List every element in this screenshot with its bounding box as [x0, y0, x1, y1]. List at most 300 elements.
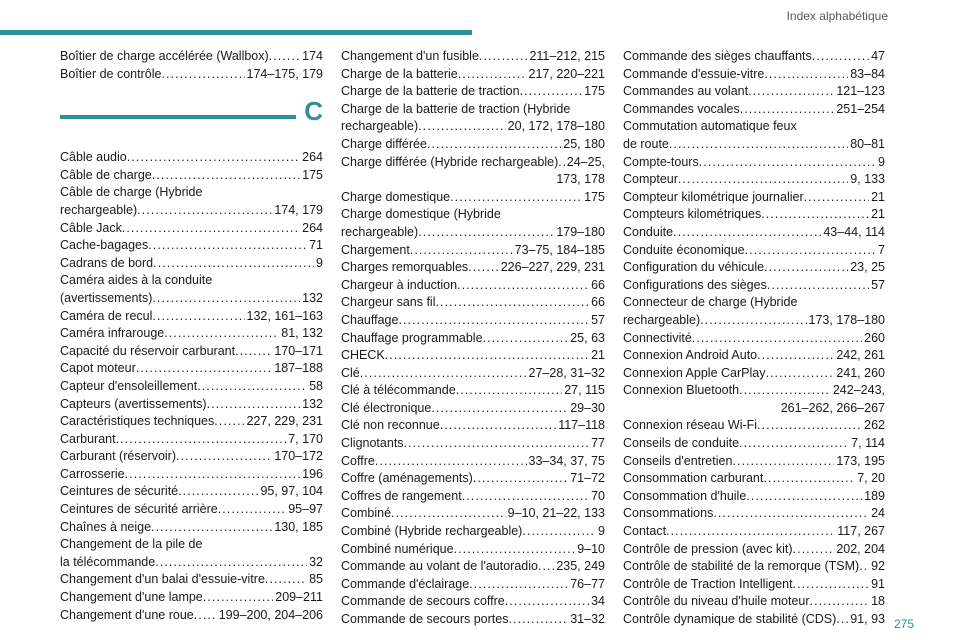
dot-leader: [151, 519, 272, 537]
index-entry-row: [60, 237, 323, 255]
dot-leader: [764, 259, 848, 277]
index-entry-pages: 66: [591, 277, 605, 292]
index-entry-heading: Câble de charge (Hybride: [60, 185, 203, 200]
index-entry-row: [60, 255, 323, 273]
index-entry: [623, 382, 885, 417]
index-entry-row: [341, 347, 605, 365]
index-entry-pages: 47: [871, 49, 885, 63]
dot-leader: [418, 118, 506, 136]
index-entry-term: Carrosserie: [60, 466, 125, 481]
dot-leader: [804, 189, 869, 207]
index-entry-term: la télécommande: [60, 554, 156, 569]
dot-leader: [739, 435, 849, 453]
dot-leader: [431, 400, 568, 418]
index-entry-term: Contrôle du niveau d'huile moteur: [623, 594, 810, 609]
index-entry-pages: 9: [598, 524, 605, 539]
index-entry-heading: Caméra aides à la conduite: [60, 273, 213, 288]
index-entry-row: [623, 488, 885, 506]
dot-leader: [161, 66, 244, 84]
index-list-b-tail: [60, 48, 323, 83]
index-entry-term: Conduite: [623, 224, 674, 239]
index-entry-row: [623, 312, 885, 330]
index-entry-pages: 57: [871, 277, 885, 292]
dot-leader: [522, 523, 596, 541]
index-entry-term: Compteur kilométrique journalier: [623, 189, 804, 204]
index-entry-term: Cadrans de bord: [60, 255, 154, 270]
index-entry-term: rechargeable): [623, 312, 701, 327]
index-entry: [341, 347, 605, 365]
index-entry: [341, 83, 605, 101]
index-entry-row: [623, 189, 885, 207]
index-entry: [623, 541, 885, 559]
index-entry-pages: 32: [309, 554, 323, 569]
dot-leader: [767, 277, 869, 295]
index-entry: [623, 83, 885, 101]
index-entry: [341, 435, 605, 453]
index-entry-pages: 189: [864, 488, 885, 503]
page-header-title: Index alphabétique: [786, 9, 888, 23]
dot-leader: [116, 431, 287, 449]
index-entry-heading: Changement de la pile de: [60, 537, 203, 552]
index-entry-row: [341, 523, 605, 541]
index-entry-term: Ceintures de sécurité arrière: [60, 502, 218, 517]
index-entry-row: [341, 505, 605, 523]
index-column-1: [60, 48, 323, 624]
index-entry: [60, 483, 323, 501]
dot-leader: [678, 171, 848, 189]
index-entry-row: [341, 470, 605, 488]
index-entry-pages: 83–84: [850, 66, 885, 81]
index-entry: [60, 48, 323, 66]
dot-leader: [765, 365, 834, 383]
index-entry: [60, 343, 323, 361]
dot-leader: [456, 382, 563, 400]
index-entry-row: [60, 413, 323, 431]
index-entry-pages: 20, 172, 178–180: [507, 119, 605, 134]
index-entry-heading: Charge domestique (Hybride: [341, 207, 501, 222]
index-entry-pages: 9, 133: [850, 172, 885, 187]
index-entry-heading: Commutation automatique feux: [623, 119, 797, 134]
index-entry-term: Contrôle dynamique de stabilité (CDS): [623, 612, 837, 626]
index-entry: [623, 154, 885, 172]
dot-leader: [700, 312, 806, 330]
index-entry-term: Chargeur à induction: [341, 277, 458, 292]
index-entry-pages: 95, 97, 104: [260, 484, 323, 499]
index-entry-term: Boîtier de charge accélérée (Wallbox): [60, 49, 269, 63]
index-entry-term: Coffres de rangement: [341, 488, 462, 503]
index-entry: [341, 611, 605, 629]
index-entry: [60, 466, 323, 484]
index-entry-row: [623, 224, 885, 242]
index-entry-term: Clé non reconnue: [341, 418, 440, 433]
dot-leader: [746, 488, 862, 506]
index-entry-row: [341, 294, 605, 312]
index-entry-term: Capteurs (avertissements): [60, 396, 207, 411]
dot-leader: [457, 277, 589, 295]
dot-leader: [757, 417, 862, 435]
index-entry-pages: 175: [302, 167, 323, 182]
index-entry-pages: 174–175, 179: [246, 66, 323, 81]
index-entry-pages: 76–77: [570, 576, 605, 591]
index-entry-pages: 9: [316, 255, 323, 270]
index-column-2: [341, 48, 605, 629]
dot-leader: [757, 347, 834, 365]
dot-leader: [462, 488, 589, 506]
index-entry: [60, 167, 323, 185]
index-entry: [341, 206, 605, 241]
index-entry: [341, 259, 605, 277]
index-entry-term: Charge de la batterie: [341, 66, 458, 81]
index-entry: [60, 413, 323, 431]
index-entry-term: Coffre (aménagements): [341, 471, 473, 486]
index-entry-pages: 7, 20: [857, 471, 885, 486]
index-entry-row: [623, 576, 885, 594]
index-entry-term: Commande d'essuie-vitre: [623, 66, 765, 81]
index-entry: [60, 360, 323, 378]
dot-leader: [148, 237, 307, 255]
index-entry-term: Charge de la batterie de traction: [341, 84, 520, 99]
dot-leader: [763, 470, 855, 488]
dot-leader: [836, 611, 848, 629]
index-entry: [60, 325, 323, 343]
index-entry-pages: 227, 229, 231: [246, 414, 323, 429]
index-entry-pages: 174: [302, 49, 323, 63]
dot-leader: [458, 66, 527, 84]
index-entry: [60, 519, 323, 537]
index-entry: [341, 277, 605, 295]
index-entry-row: [623, 136, 885, 154]
index-entry-heading: Connecteur de charge (Hybride: [623, 295, 798, 310]
dot-leader: [194, 607, 217, 625]
index-entry-row: [623, 66, 885, 84]
index-entry: [623, 171, 885, 189]
index-entry-pages: 21: [591, 348, 605, 363]
dot-leader: [793, 541, 835, 559]
index-entry: [341, 453, 605, 471]
index-entry: [623, 611, 885, 629]
index-entry: [623, 576, 885, 594]
index-entry-pages: 92: [871, 559, 885, 574]
index-entry: [623, 66, 885, 84]
index-entry: [623, 242, 885, 260]
dot-leader: [666, 523, 835, 541]
index-entry-term: Charges remorquables: [341, 260, 469, 275]
index-entry-row: [60, 571, 323, 589]
index-entry: [623, 558, 885, 576]
index-entry-row: [341, 382, 605, 400]
dot-leader: [269, 48, 300, 66]
dot-leader: [505, 593, 589, 611]
index-entry-row: [341, 400, 605, 418]
index-entry-row: [60, 554, 323, 572]
index-entry-pages: 7, 170: [288, 431, 323, 446]
index-entry-term: Caméra de recul: [60, 308, 153, 323]
index-entry-term: rechargeable): [60, 202, 138, 217]
index-entry-row: [60, 202, 323, 220]
index-entry-term: rechargeable): [341, 119, 419, 134]
index-entry-pages: 71: [309, 238, 323, 253]
index-entry: [60, 237, 323, 255]
index-entry-pages: 170–171: [274, 343, 323, 358]
dot-leader: [122, 220, 300, 238]
index-entry-pages: 9–10, 21–22, 133: [507, 506, 605, 521]
index-entry-row: [623, 242, 885, 260]
index-entry-row: [623, 171, 885, 189]
index-entry: [341, 523, 605, 541]
dot-leader: [538, 558, 554, 576]
index-entry-pages: 241, 260: [836, 365, 885, 380]
index-entry-pages: 9–10: [577, 541, 605, 556]
index-entry-pages: 217, 220–221: [528, 66, 605, 81]
index-entry-term: CHECK: [341, 348, 385, 363]
index-entry-term: Compteur: [623, 172, 678, 187]
dot-leader: [520, 83, 583, 101]
index-entry-pages: 242, 261: [836, 348, 885, 363]
index-entry-term: Carburant: [60, 431, 116, 446]
index-entry-pages: 70: [591, 488, 605, 503]
dot-leader: [385, 347, 589, 365]
index-entry: [60, 255, 323, 273]
dot-leader: [812, 48, 869, 66]
index-entry-term: Commande au volant de l'autoradio: [341, 559, 538, 574]
dot-leader: [176, 448, 272, 466]
index-entry: [623, 118, 885, 153]
index-entry: [341, 242, 605, 260]
index-entry: [341, 66, 605, 84]
index-entry-term: Conseils de conduite: [623, 436, 740, 451]
index-entry-row: [341, 435, 605, 453]
section-separator: [60, 93, 323, 145]
index-entry-term: Connexion Apple CarPlay: [623, 365, 766, 380]
index-entry-term: Clignotants: [341, 436, 404, 451]
dot-leader: [810, 593, 870, 611]
section-letter: C: [304, 96, 323, 127]
index-entry-row: [341, 242, 605, 260]
index-entry-row: [623, 101, 885, 119]
index-entry: [623, 435, 885, 453]
dot-leader: [152, 308, 244, 326]
index-entry: [60, 536, 323, 571]
index-entry-row: [341, 277, 605, 295]
index-entry-term: Combiné numérique: [341, 541, 454, 556]
index-entry-pages: 117, 267: [837, 524, 885, 539]
index-entry: [60, 149, 323, 167]
index-column-3: [623, 48, 885, 629]
index-entry-pages: 66: [591, 295, 605, 310]
index-entry-term: Conduite économique: [623, 242, 745, 257]
index-entry: [623, 453, 885, 471]
dot-leader: [473, 470, 568, 488]
index-entry-pages: 202, 204: [836, 541, 885, 556]
index-entry-row: [60, 519, 323, 537]
dot-leader: [859, 558, 869, 576]
index-entry-row: [341, 136, 605, 154]
dot-leader: [360, 365, 527, 383]
index-entry-row: [341, 154, 605, 172]
index-entry-pages: 132: [302, 396, 323, 411]
index-entry-row: [60, 396, 323, 414]
dot-leader: [235, 343, 272, 361]
index-entry-term: Capteur d'ensoleillement: [60, 378, 198, 393]
index-entry-row: [341, 365, 605, 383]
index-entry-pages: 173, 178–180: [808, 312, 885, 327]
index-entry-pages: 196: [302, 466, 323, 481]
index-entry-row: [341, 189, 605, 207]
index-entry-pages: 73–75, 184–185: [514, 242, 605, 257]
index-entry: [60, 431, 323, 449]
index-entry: [623, 593, 885, 611]
index-entry-term: Clé électronique: [341, 400, 432, 415]
dot-leader: [454, 541, 576, 559]
index-entry-row: [623, 347, 885, 365]
index-entry: [341, 365, 605, 383]
dot-leader: [468, 259, 499, 277]
index-entry: [60, 378, 323, 396]
dot-leader: [404, 435, 590, 453]
dot-leader: [164, 325, 279, 343]
index-entry-term: Contact: [623, 524, 667, 539]
dot-leader: [375, 453, 527, 471]
index-entry-row: [60, 290, 323, 308]
index-entry-term: Chauffage: [341, 312, 399, 327]
index-entry: [60, 396, 323, 414]
index-entry-row: [623, 453, 885, 471]
dot-leader: [436, 294, 590, 312]
index-entry: [623, 206, 885, 224]
index-entry: [341, 470, 605, 488]
index-entry: [623, 347, 885, 365]
index-entry-pages: 187–188: [274, 361, 323, 376]
index-entry: [623, 330, 885, 348]
index-entry: [623, 417, 885, 435]
index-entry-heading: Charge de la batterie de traction (Hybride: [341, 101, 571, 116]
dot-leader: [748, 83, 834, 101]
index-entry: [341, 417, 605, 435]
index-entry-row: [341, 593, 605, 611]
index-entry-term: Consommation carburant: [623, 471, 764, 486]
dot-leader: [152, 290, 300, 308]
index-entry-term: Boîtier de contrôle: [60, 66, 162, 81]
index-entry: [60, 571, 323, 589]
dot-leader: [136, 360, 273, 378]
dot-leader: [699, 154, 876, 172]
dot-leader: [203, 589, 273, 607]
index-entry: [60, 607, 323, 625]
index-entry: [623, 365, 885, 383]
index-entry-pages: 27–28, 31–32: [528, 365, 605, 380]
index-entry-row: [623, 83, 885, 101]
dot-leader: [214, 413, 244, 431]
index-entry-row: [341, 611, 605, 629]
index-entry-pages: 91: [871, 576, 885, 591]
index-entry-term: Contrôle de stabilité de la remorque (TSM): [623, 559, 860, 574]
index-entry-pages: 199–200, 204–206: [218, 607, 323, 622]
index-entry: [60, 184, 323, 219]
index-entry-row: [60, 501, 323, 519]
dot-leader: [740, 101, 835, 119]
dot-leader: [153, 255, 314, 273]
index-entry-row: [341, 83, 605, 101]
dot-leader: [508, 611, 568, 629]
index-entry-term: Connectivité: [623, 330, 692, 345]
index-entry: [60, 501, 323, 519]
index-entry-pages: 71–72: [570, 471, 605, 486]
index-entry-term: Changement d'un balai d'essuie-vitre: [60, 572, 265, 587]
index-entry-term: Câble de charge: [60, 167, 152, 182]
index-entry-term: Carburant (réservoir): [60, 449, 177, 464]
index-entry-term: Combiné: [341, 506, 392, 521]
index-entry: [341, 505, 605, 523]
dot-leader: [197, 378, 307, 396]
index-entry-pages-continued: 261–262, 266–267: [780, 400, 885, 415]
index-entry-row: [60, 589, 323, 607]
index-entry-row: [341, 259, 605, 277]
dot-leader: [218, 501, 287, 519]
index-entry-term: Chargeur sans fil: [341, 295, 436, 310]
index-entry-term: Changement d'une lampe: [60, 590, 203, 605]
index-entry-row: [623, 593, 885, 611]
index-entry: [341, 593, 605, 611]
index-entry: [341, 312, 605, 330]
dot-leader: [418, 224, 554, 242]
dot-leader: [410, 242, 513, 260]
page-number: 275: [893, 617, 914, 631]
index-entry-pages: 175: [584, 189, 605, 204]
index-entry-row: [60, 167, 323, 185]
index-entry-row: [341, 330, 605, 348]
index-entry-row: [623, 435, 885, 453]
index-entry: [341, 558, 605, 576]
index-entry-pages: 179–180: [556, 224, 605, 239]
index-entry-term: Configuration du véhicule: [623, 260, 765, 275]
dot-leader: [469, 576, 568, 594]
index-entry-term: Capot moteur: [60, 361, 136, 376]
index-entry-row: [341, 417, 605, 435]
index-entry-row: [623, 523, 885, 541]
index-entry-row: [623, 330, 885, 348]
dot-leader: [793, 576, 870, 594]
index-entry-row: [623, 558, 885, 576]
index-entry-row: [60, 48, 323, 66]
index-entry-row: [623, 611, 885, 629]
index-entry-row: [341, 66, 605, 84]
index-entry-term: Consommation d'huile: [623, 488, 747, 503]
index-entry-term: rechargeable): [341, 224, 419, 239]
index-entry-term: Commandes au volant: [623, 84, 749, 99]
dot-leader: [427, 136, 561, 154]
index-entry-row: [60, 466, 323, 484]
index-entry-row: [60, 483, 323, 501]
index-entry-row: [341, 312, 605, 330]
index-entry-row: [623, 48, 885, 66]
dot-leader: [669, 136, 848, 154]
index-entry-pages: 23, 25: [850, 260, 885, 275]
index-entry-pages: 130, 185: [274, 519, 323, 534]
index-entry-row: [60, 607, 323, 625]
index-entry-pages: 81, 132: [281, 326, 323, 341]
index-entry-pages: 174, 179: [274, 202, 323, 217]
index-entry: [60, 272, 323, 307]
dot-leader: [207, 396, 301, 414]
index-entry-term: Commande des sièges chauffants: [623, 49, 812, 63]
index-entry-pages: 175: [584, 84, 605, 99]
index-entry-pages: 173, 195: [836, 453, 885, 468]
index-entry-row: [341, 118, 605, 136]
index-entry-term: Coffre: [341, 453, 375, 468]
index-entry-row: [623, 382, 885, 400]
index-entry-pages: 77: [591, 436, 605, 451]
index-entry-term: Cache-bagages: [60, 238, 149, 253]
